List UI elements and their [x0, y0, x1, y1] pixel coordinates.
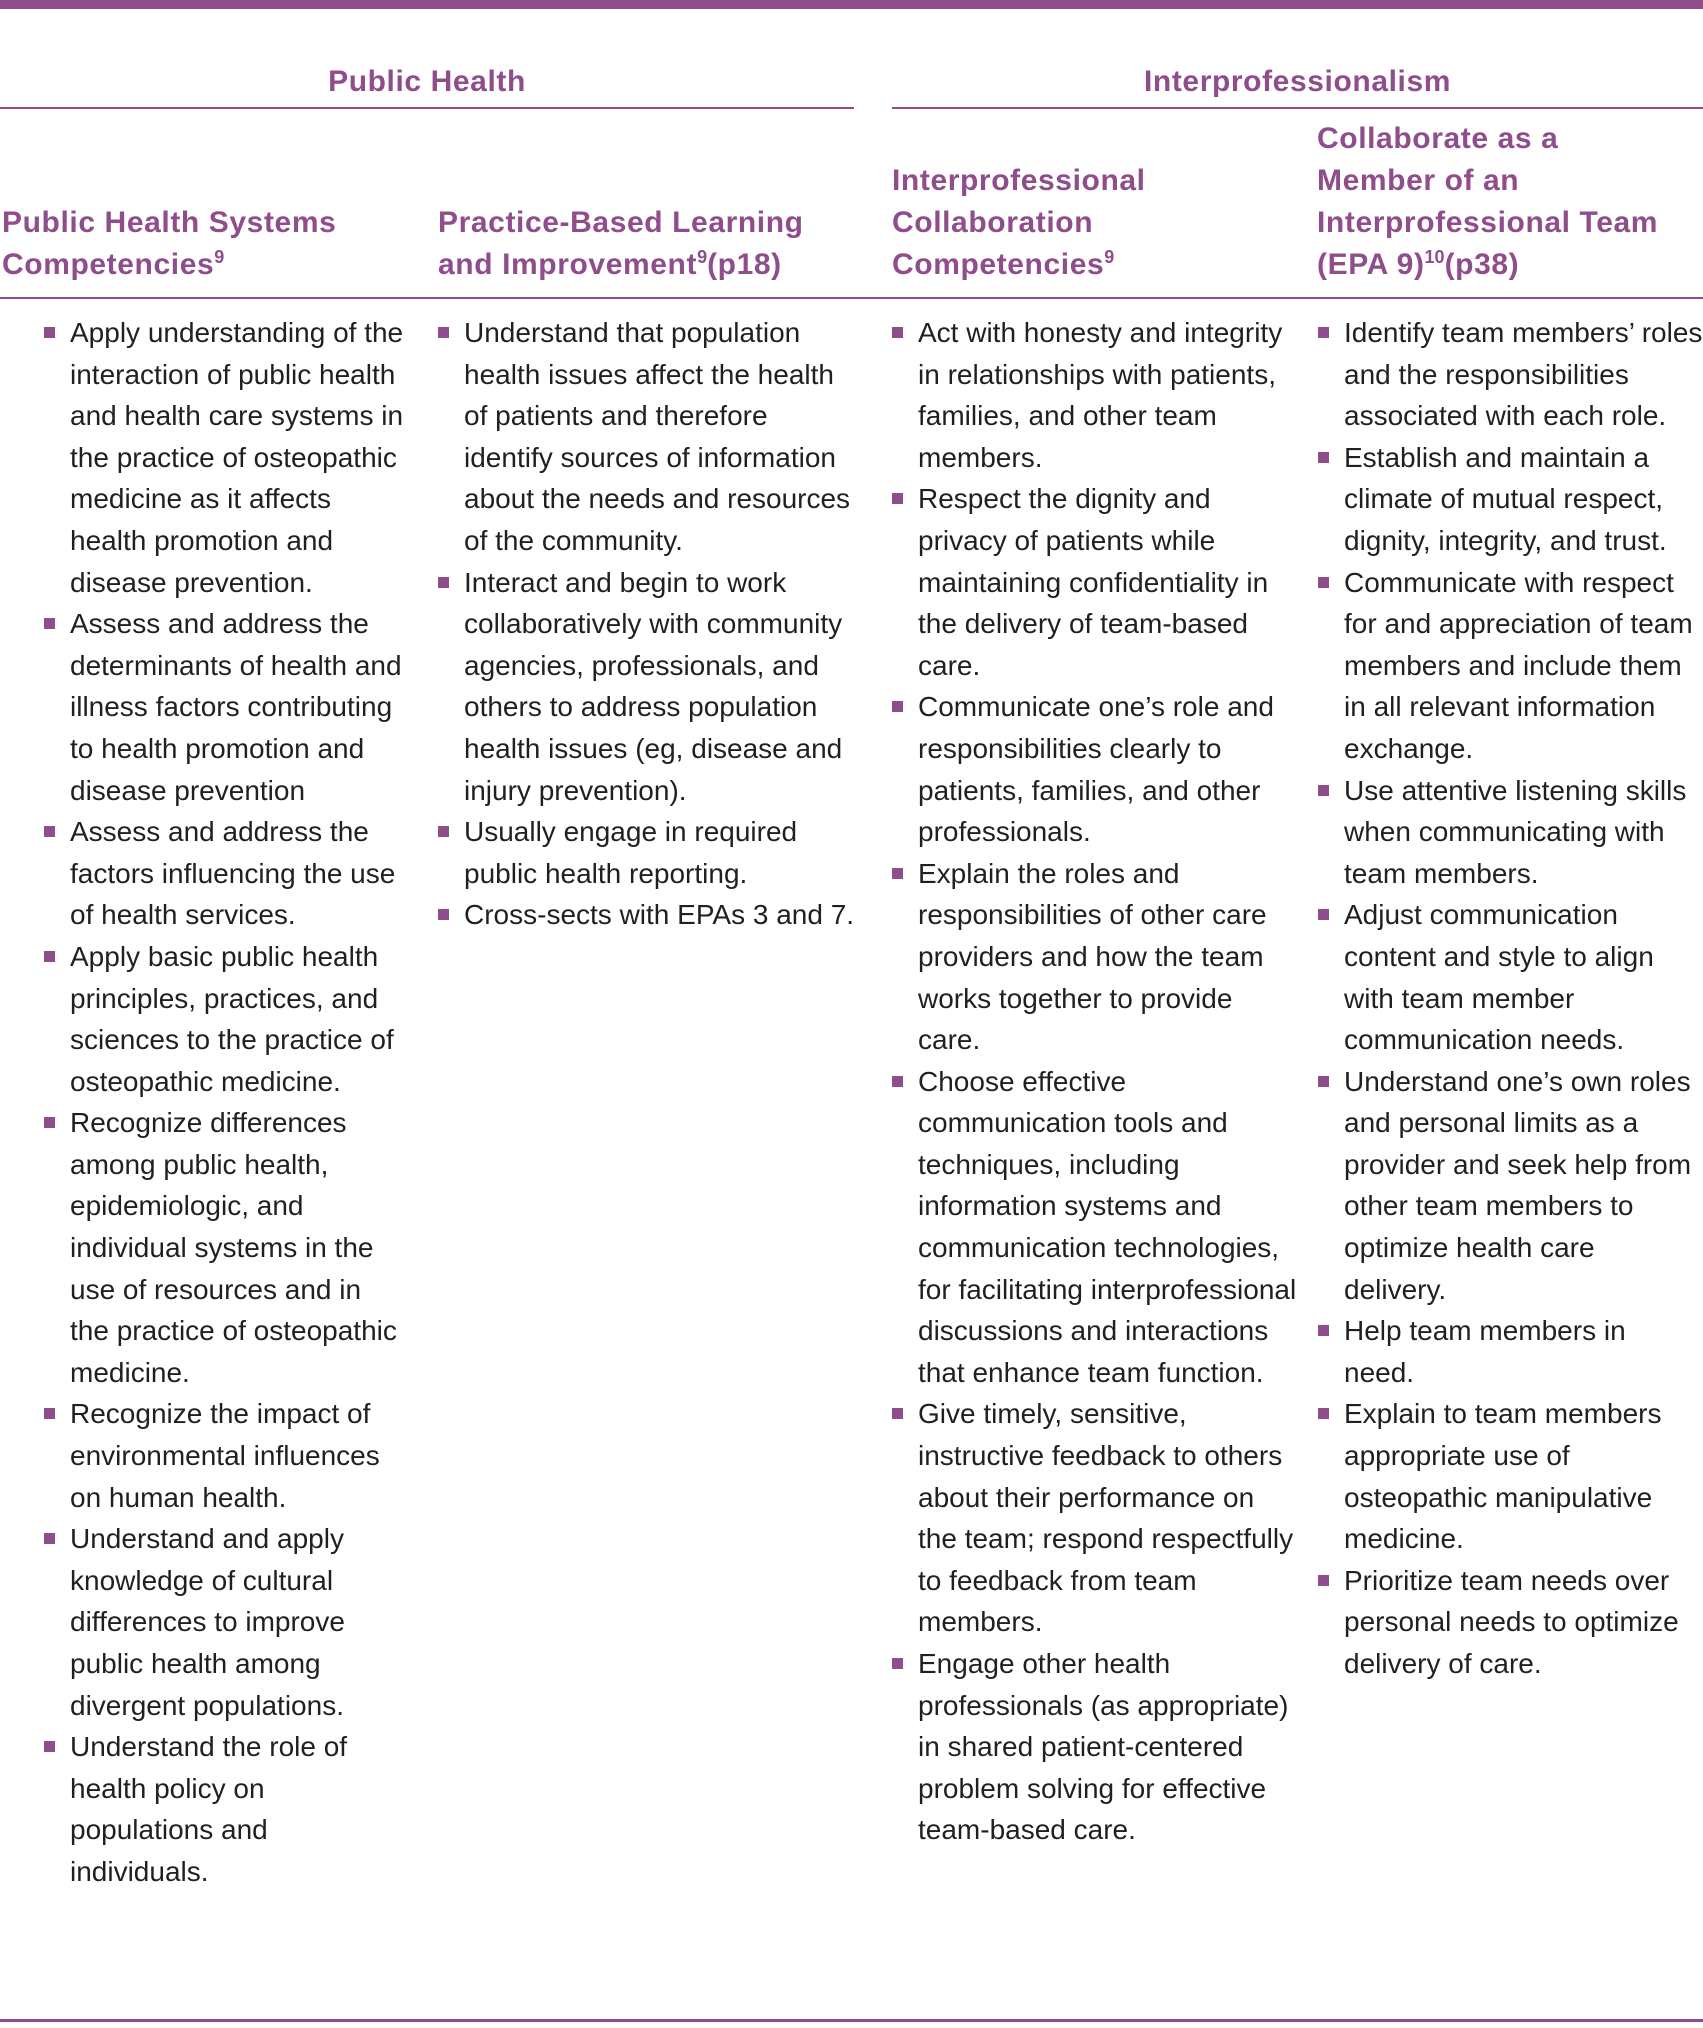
square-bullet-icon	[1318, 327, 1329, 338]
square-bullet-icon	[1318, 1408, 1329, 1419]
list-item: Identify team members’ roles and the responsibilities associated with each role.	[1318, 312, 1703, 437]
square-bullet-icon	[892, 1658, 903, 1669]
list-item: Understand one’s own roles and personal limits as a provider and seek help from other team members to optimize health care delivery.	[1318, 1061, 1703, 1311]
bottom-divider	[0, 2019, 1703, 2022]
square-bullet-icon	[44, 1117, 55, 1128]
bullet-list	[1318, 312, 1703, 1685]
footnote-ref: 9	[1104, 247, 1115, 267]
square-bullet-icon	[1318, 452, 1329, 463]
square-bullet-icon	[1318, 1575, 1329, 1586]
header-divider	[0, 297, 1703, 299]
square-bullet-icon	[438, 909, 449, 920]
square-bullet-icon	[892, 1408, 903, 1419]
column-header-line: (EPA 9)$^{10}$(p38)	[1317, 247, 1520, 281]
list-item: Choose effective communication tools and techniques, including information systems and communication technologies, for facilitating interprofessional discussions and interactions that enhance team function.	[892, 1061, 1300, 1394]
list-item: Help team members in need.	[1318, 1310, 1703, 1393]
column-body-collaborate-epa9	[1318, 312, 1703, 1685]
square-bullet-icon	[1318, 577, 1329, 588]
square-bullet-icon	[892, 1076, 903, 1087]
group-header-public-health: Public Health	[328, 65, 526, 98]
column-header-line: and Improvement$^9$(p18)	[438, 247, 782, 281]
list-item: Apply basic public health principles, practices, and sciences to the practice of osteopathic medicine.	[44, 936, 404, 1102]
footnote-ref: 9	[697, 247, 708, 267]
square-bullet-icon	[44, 1533, 55, 1544]
list-item: Give timely, sensitive, instructive feedback to others about their performance on the team; respond respectfully to feedback from team members.	[892, 1393, 1300, 1643]
square-bullet-icon	[892, 327, 903, 338]
list-item: Understand the role of health policy on populations and individuals.	[44, 1726, 404, 1892]
square-bullet-icon	[1318, 1076, 1329, 1087]
bullet-list	[438, 312, 860, 936]
list-item: Adjust communication content and style to align with team member communication needs.	[1318, 894, 1703, 1060]
group-header-interprofessionalism: Interprofessionalism	[1143, 65, 1452, 98]
bullet-list	[44, 312, 404, 1893]
square-bullet-icon	[1318, 909, 1329, 920]
square-bullet-icon	[1318, 785, 1329, 796]
column-body-practice-based-learning	[438, 312, 860, 936]
square-bullet-icon	[44, 1408, 55, 1419]
list-item: Interact and begin to work collaboratively with community agencies, professionals, and others to address population health issues (eg, disease and injury prevention).	[438, 562, 860, 812]
square-bullet-icon	[892, 868, 903, 879]
list-item: Recognize differences among public health, epidemiologic, and individual systems in the use of resources and in the practice of osteopathic medicine.	[44, 1102, 404, 1393]
column-header-line: Member of an	[1317, 164, 1520, 197]
column-header-line: Competencies$^9$	[2, 247, 225, 281]
column-header-line: Interprofessional Team	[1317, 206, 1659, 239]
list-item: Recognize the impact of environmental influences on human health.	[44, 1393, 404, 1518]
list-item: Prioritize team needs over personal needs to optimize delivery of care.	[1318, 1560, 1703, 1685]
square-bullet-icon	[44, 618, 55, 629]
list-item: Assess and address the factors influencing the use of health services.	[44, 811, 404, 936]
group-rule-interprofessionalism	[892, 107, 1703, 109]
footnote-ref: 10	[1424, 247, 1445, 267]
column-header-collaborate-epa9	[1317, 118, 1703, 286]
square-bullet-icon	[44, 327, 55, 338]
list-item: Use attentive listening skills when communicating with team members.	[1318, 770, 1703, 895]
column-header-line: Competencies$^9$	[892, 247, 1115, 281]
bullet-list	[892, 312, 1300, 1851]
list-item: Understand and apply knowledge of cultural differences to improve public health among divergent populations.	[44, 1518, 404, 1726]
list-item: Explain the roles and responsibilities of other care providers and how the team works together to provide care.	[892, 853, 1300, 1061]
column-header-line: Public Health Systems	[2, 206, 337, 239]
column-header-line: Collaboration	[892, 206, 1094, 239]
column-header-public-health-systems	[2, 118, 422, 286]
square-bullet-icon	[1318, 1325, 1329, 1336]
list-item: Usually engage in required public health reporting.	[438, 811, 860, 894]
list-item: Explain to team members appropriate use of osteopathic manipulative medicine.	[1318, 1393, 1703, 1559]
list-item: Assess and address the determinants of health and illness factors contributing to health promotion and disease prevention	[44, 603, 404, 811]
square-bullet-icon	[892, 701, 903, 712]
list-item: Act with honesty and integrity in relationships with patients, families, and other team members.	[892, 312, 1300, 478]
column-header-line: Practice-Based Learning	[438, 206, 804, 239]
column-header-line: Interprofessional	[892, 164, 1146, 197]
list-item: Apply understanding of the interaction of public health and health care systems in the practice of osteopathic medicine as it affects health promotion and disease prevention.	[44, 312, 404, 603]
square-bullet-icon	[44, 826, 55, 837]
square-bullet-icon	[44, 951, 55, 962]
square-bullet-icon	[438, 826, 449, 837]
list-item: Communicate one’s role and responsibilities clearly to patients, families, and other professionals.	[892, 686, 1300, 852]
list-item: Establish and maintain a climate of mutual respect, dignity, integrity, and trust.	[1318, 437, 1703, 562]
group-rule-public-health	[0, 107, 854, 109]
square-bullet-icon	[892, 493, 903, 504]
list-item: Cross-sects with EPAs 3 and 7.	[438, 894, 860, 936]
list-item: Communicate with respect for and appreciation of team members and include them in all relevant information exchange.	[1318, 562, 1703, 770]
list-item: Respect the dignity and privacy of patients while maintaining confidentiality in the delivery of team-based care.	[892, 478, 1300, 686]
column-body-interprofessional-collaboration	[892, 312, 1300, 1851]
square-bullet-icon	[44, 1741, 55, 1752]
list-item: Engage other health professionals (as appropriate) in shared patient-centered problem solving for effective team-based care.	[892, 1643, 1300, 1851]
column-header-practice-based-learning	[438, 118, 858, 286]
list-item: Understand that population health issues affect the health of patients and therefore identify sources of information about the needs and resources of the community.	[438, 312, 860, 562]
square-bullet-icon	[438, 327, 449, 338]
column-body-public-health-systems	[44, 312, 404, 1893]
column-header-interprofessional-collaboration	[892, 118, 1312, 286]
square-bullet-icon	[438, 577, 449, 588]
top-accent-bar	[0, 0, 1703, 9]
column-header-line: Collaborate as a	[1317, 122, 1559, 155]
footnote-ref: 9	[214, 247, 225, 267]
